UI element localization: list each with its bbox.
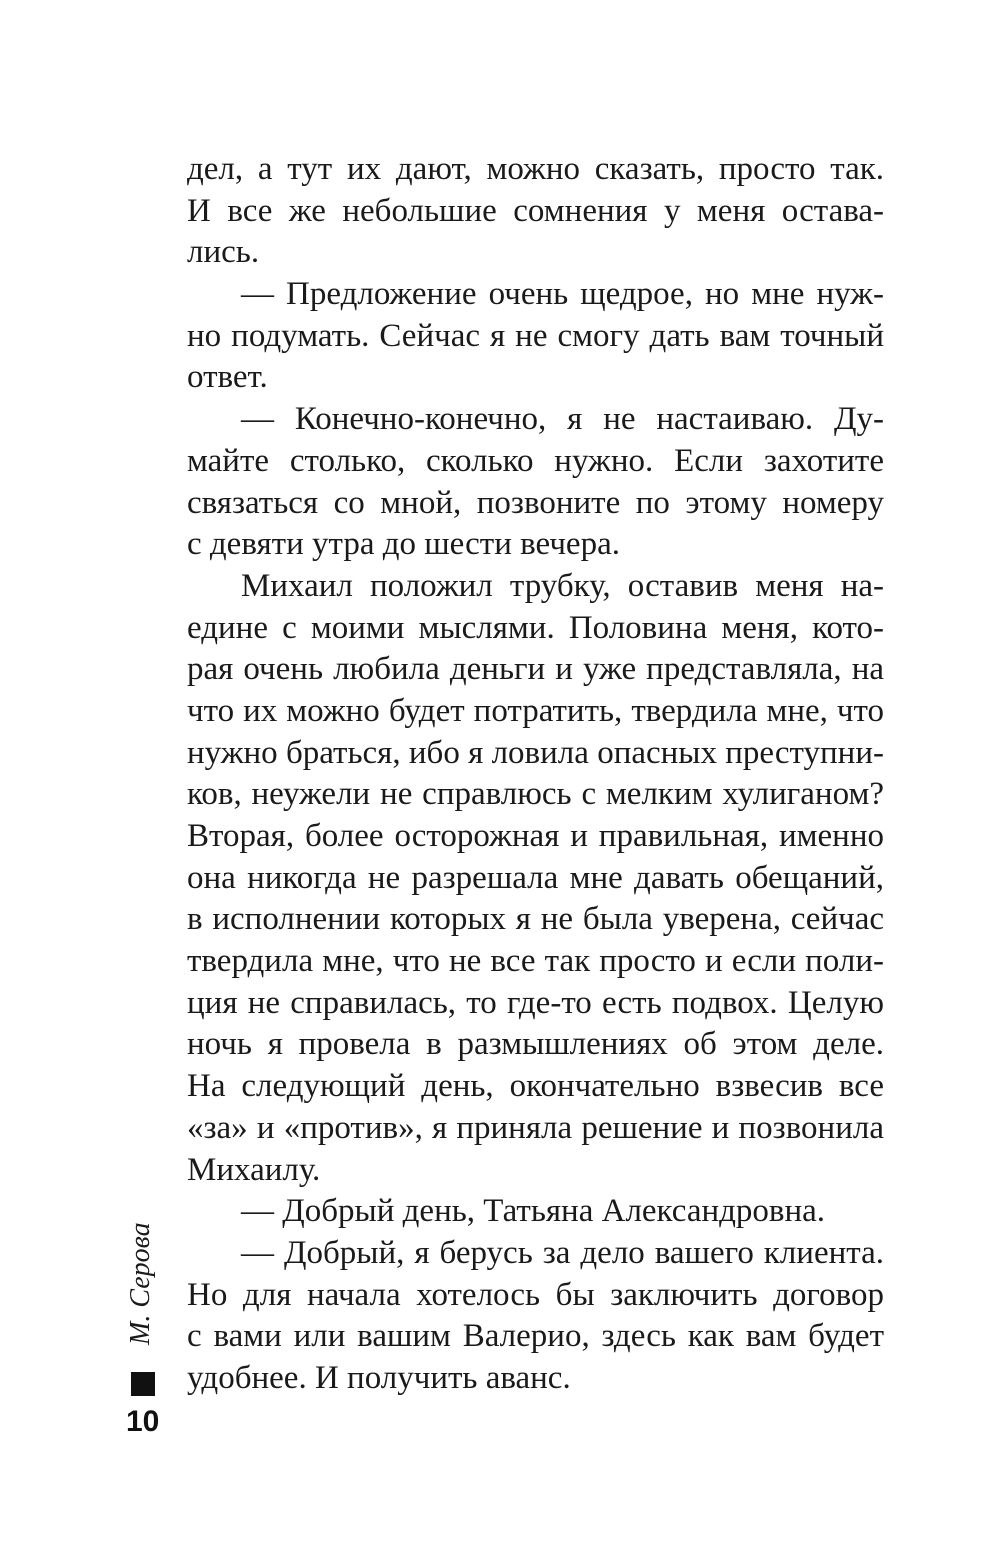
text-line: с девяти утра до шести вечера. bbox=[187, 526, 620, 563]
page-marker-square bbox=[131, 1372, 155, 1396]
text-line: ночь я провела в размышлениях об этом деле. bbox=[187, 1026, 884, 1063]
text-line: рая очень любила деньги и уже представляла, на bbox=[187, 651, 884, 688]
text-line: едине с моими мыслями. Половина меня, кото- bbox=[187, 609, 884, 646]
text-line: И все же небольшие сомнения у меня остава- bbox=[187, 192, 884, 229]
text-line: ков, неужели не справлюсь с мелким хулиганом? bbox=[187, 776, 884, 813]
text-line: «за» и «против», я приняла решение и позвонила bbox=[187, 1109, 884, 1146]
text-line: — Конечно-конечно, я не настаиваю. Ду- bbox=[241, 401, 884, 438]
text-line: что их можно будет потратить, твердила мне, что bbox=[187, 692, 884, 729]
text-line: твердила мне, что не все так просто и если поли- bbox=[187, 943, 884, 980]
page-number: 10 bbox=[126, 1405, 160, 1438]
text-line: — Добрый, я берусь за дело вашего клиента. bbox=[241, 1234, 884, 1271]
text-line: Но для начала хотелось бы заключить договор bbox=[187, 1276, 884, 1313]
text-line: лись. bbox=[187, 234, 260, 271]
text-line: Михаилу. bbox=[187, 1151, 321, 1188]
text-line: но подумать. Сейчас я не смогу дать вам точный bbox=[187, 317, 884, 354]
text-line: ответ. bbox=[187, 359, 268, 396]
text-line: с вами или вашим Валерио, здесь как вам будет bbox=[187, 1318, 884, 1355]
text-line: — Предложение очень щедрое, но мне нуж- bbox=[241, 276, 884, 313]
text-line: ция не справилась, то где-то есть подвох. Целую bbox=[187, 984, 884, 1021]
text-line: она никогда не разрешала мне давать обещаний, bbox=[187, 859, 884, 896]
running-head bbox=[125, 1222, 156, 1365]
text-line: Вторая, более осторожная и правильная, именно bbox=[187, 818, 884, 854]
text-line: На следующий день, окончательно взвесив все bbox=[187, 1068, 884, 1105]
author-name: М. Серова bbox=[125, 1222, 156, 1345]
text-line: удобнее. И получить аванс. bbox=[187, 1359, 571, 1396]
text-line: в исполнении которых я не была уверена, сейчас bbox=[187, 901, 884, 938]
text-line: — Добрый день, Татьяна Александровна. bbox=[241, 1193, 826, 1230]
body-text bbox=[187, 149, 884, 1400]
text-line: дел, а тут их дают, можно сказать, просто так. bbox=[187, 151, 884, 187]
text-line: Михаил положил трубку, оставив меня на- bbox=[241, 567, 884, 604]
text-line: связаться со мной, позвоните по этому номеру bbox=[187, 484, 884, 521]
text-line: нужно браться, ибо я ловила опасных преступни- bbox=[187, 734, 884, 771]
text-line: майте столько, сколько нужно. Если захотите bbox=[187, 442, 884, 479]
